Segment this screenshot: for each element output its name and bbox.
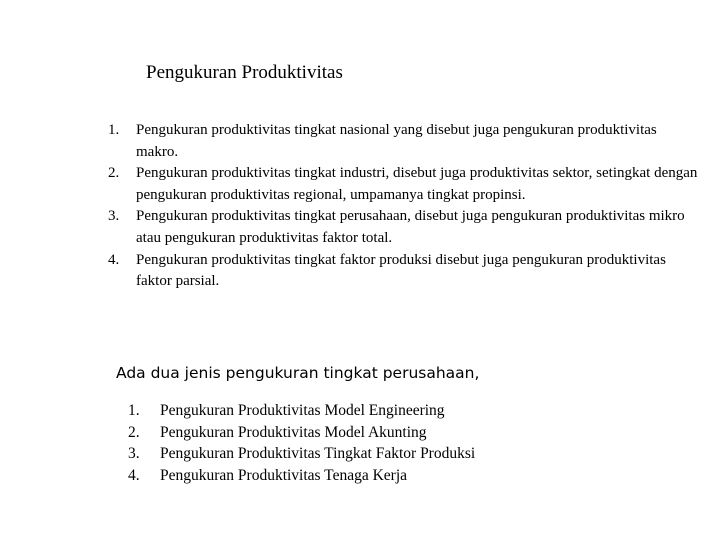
- list-item-text: Pengukuran Produktivitas Model Akunting: [160, 423, 427, 441]
- company-level-intro: Ada dua jenis pengukuran tingkat perusahaan,: [116, 364, 480, 382]
- list-item-text: Pengukuran produktivitas tingkat industri, disebut juga produktivitas sektor, setingkat dengan pengukuran produktivitas regional, umpamanya tingkat propinsi.: [136, 165, 698, 203]
- list-item-number: 4.: [128, 467, 140, 485]
- list-item-number: 1.: [108, 122, 120, 138]
- list-item-number: 1.: [128, 402, 140, 419]
- list-item: [108, 250, 698, 293]
- company-measurement-types-list: [128, 400, 475, 487]
- list-item-text: Pengukuran Produktivitas Tingkat Faktor Produksi: [160, 445, 476, 463]
- list-item-text: Pengukuran produktivitas tingkat faktor produksi disebut juga pengukuran produktivitas faktor parsial.: [136, 251, 666, 290]
- list-item-number: 2.: [108, 165, 120, 182]
- list-item: [108, 206, 698, 249]
- list-item-number: 3.: [128, 445, 140, 463]
- slide-title: Pengukuran Produktivitas: [146, 62, 343, 83]
- list-item: [128, 400, 475, 422]
- list-item-number: 4.: [108, 251, 120, 268]
- list-item: [108, 163, 698, 206]
- productivity-levels-list: [108, 120, 698, 293]
- list-item: [128, 443, 475, 465]
- list-item-text: Pengukuran produktivitas tingkat nasional yang disebut juga pengukuran produktivitas makro.: [136, 122, 657, 160]
- list-item-text: Pengukuran Produktivitas Tenaga Kerja: [160, 467, 408, 485]
- list-item: [128, 422, 475, 444]
- list-item-number: 3.: [108, 208, 120, 225]
- list-item: [128, 465, 475, 487]
- list-item-text: Pengukuran Produktivitas Model Engineering: [160, 402, 445, 419]
- list-item: [108, 120, 698, 163]
- list-item-number: 2.: [128, 423, 140, 441]
- list-item-text: Pengukuran produktivitas tingkat perusahaan, disebut juga pengukuran produktivitas mikro atau pengukuran produktivitas faktor total.: [136, 208, 685, 246]
